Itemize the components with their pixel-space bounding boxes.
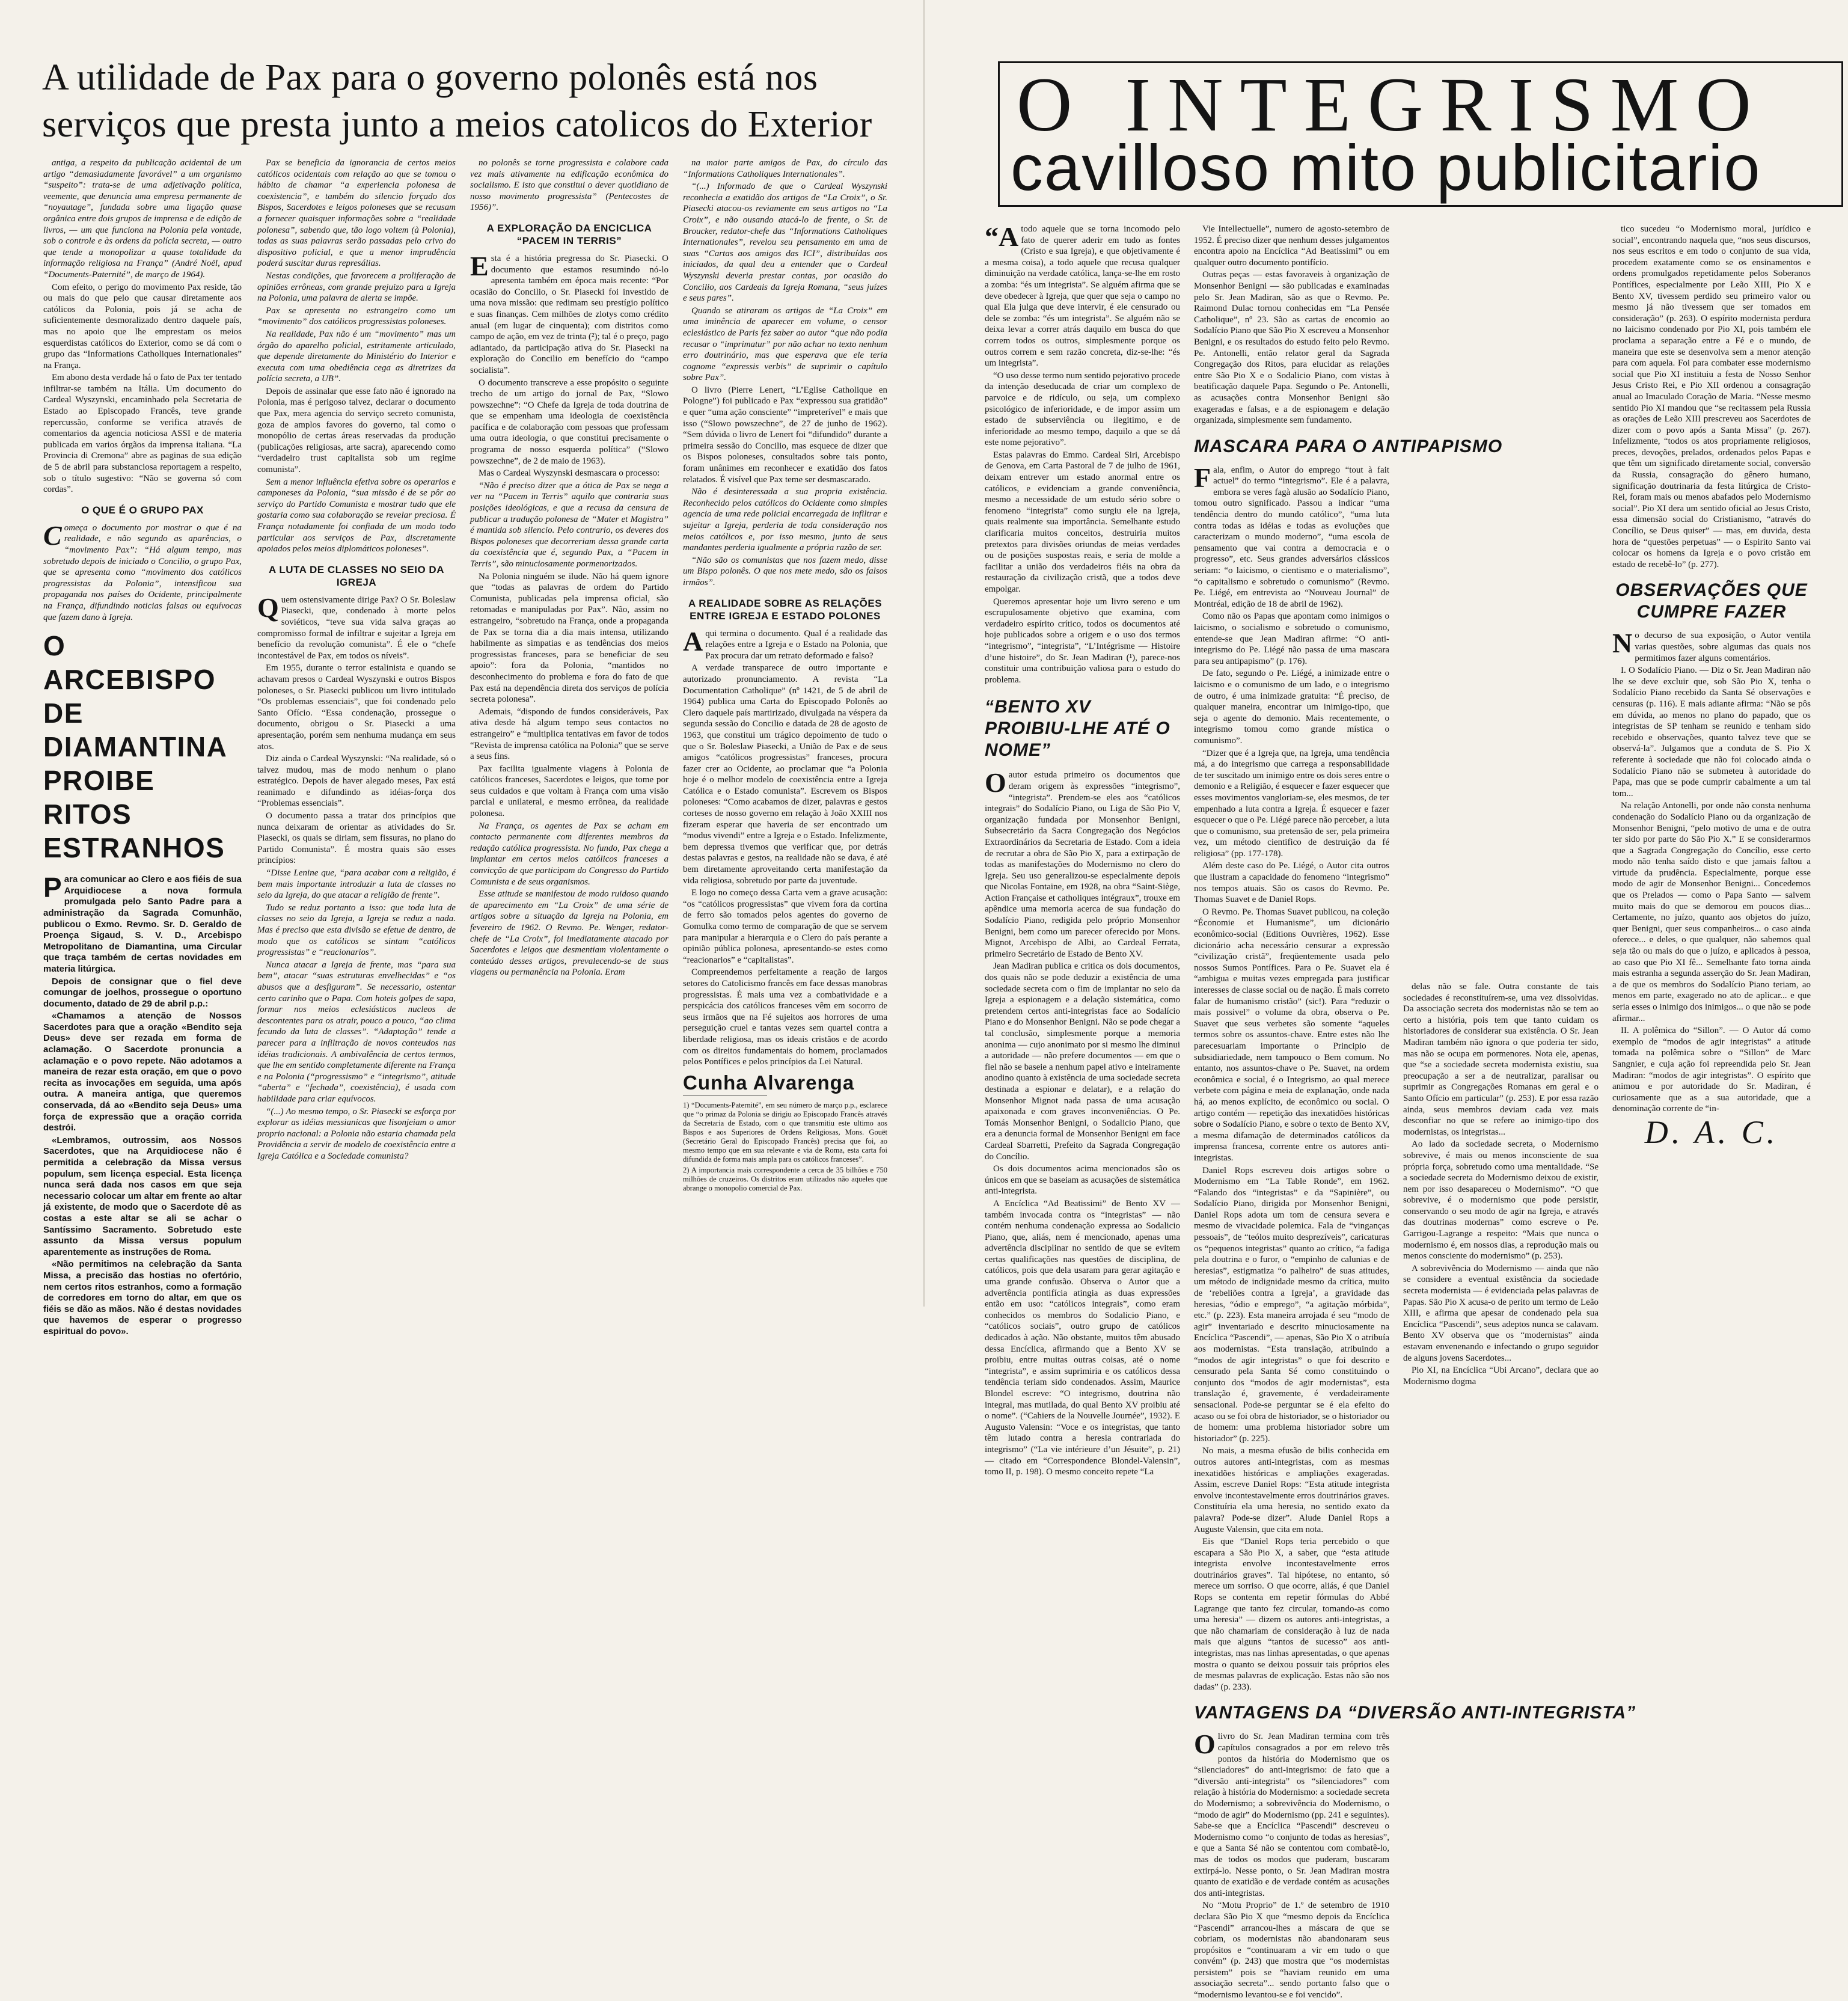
paragraph: Em 1955, durante o terror estalinista e quando se achavam presos o Cardeal Wyszynski e outros Bispos poloneses, o Sr. Piasecki publicou um livro intitulado “Os problemas essenciais”, que foi condenado pelo Santo Ofício. “Essa condenação, prossegue o documento, obrigou o Sr. Piasecki a uma apresentação, porém sem nenhuma mudança em seus atos. [257, 663, 456, 752]
paragraph: Na França, os agentes de Pax se acham em contacto permanente com diferentes membros da redação católica progressista. No fundo, Pax chega a implantar em certos meios católicos franceses a convicção de que participam do Congresso do Partido Comunista e de seus organismos. [470, 821, 669, 887]
archbishop-headline-line: PROIBE [43, 765, 155, 797]
author-signature: Cunha Alvarenga [683, 1071, 855, 1094]
paragraph: II. A polêmica do “Sillon”. — O Autor dá como exemplo de “modos de agir integristas” a atitude tomada na polêmica sobre o “Sillon” de Marc Sangnier, e cuja ação foi repreendida pelo Sr. Jean Madiran: “modos de agir integristas”. O espírito que animou e por autoridade do Sr. Madiran, é curiosamente que as a sua autoridade, que a denominação corrente de “in- [1612, 1026, 1811, 1114]
paragraph: A sobrevivência do Modernismo — ainda que não se considere a eventual existência da sociedade secreta modernista — é evidenciada pelas palavras de Papas. São Pio X acusa-o de perito um termo de Leão XIII, e afirma que apesar de condenado pela sua Encíclica “Pascendi”, seus adeptos nunca se calavam. Bento XV observa que os “modernistas” ainda estavam envenenando e infectando o grupo seguidor de alguns jovens Sacerdotes... [1403, 1263, 1599, 1363]
paragraph: “Atodo aquele que se torna incomodo pelo fato de querer aderir em tudo as fontes (Cristo e sua Igreja), e que objetivamente é a mesma coisa), a todo aquele que recusa qualquer diminuição na verdade católica, lança-se-lhe em rosto a zomba: “és um integrista”. Se alguém afirma que se deve obedecer à Igreja, que quer que seja o campo no qual Ela julga que deve intervir, é ele censurado ou dele se zomba: “és um integrista”. Se alguém não se deixa levar a correr atrás daquilo em busca do que correm todos os outros, simplesmente porque os outros correm e sem razão concreta, diz-se-lhe: “és um integrista”. [985, 221, 1180, 369]
right-column-4 [1612, 224, 1811, 1294]
paragraph: Na relação Antonelli, por onde não consta nenhuma condenação do Sodalício Piano ou da organização de Monsenhor Benigni, “pelo motivo de uma e de outra ter sido por parte do São Pio X.” E se considerarmos que a Sagrada Congregação do Concílio, esse certo modo não tenha saído disto e que jamais faltou a virtude da prudência. Especialmente, porque esse modo de agir de Monsenhor Benigni... Concedemos que os Prelados — como o Papa Santo — salvem muito mais do que se demorou em poucos dias... Certamente, no juízo, quanto aos objetos do juízo, quer Benigni, quer seus companheiros... o caso ainda oferece... e deles, o que qualquer, não sabemos qual seja tão ou mais do que o juízo, e aplicados à pessoa, ao caso que Pio XI fê... Semelhante fato torna ainda mais estranha a segunda asserção do Sr. Jean Madiran, a de que os membros do Sodalício Piano teriam, ao menos em parte, exagerado no ato de aplicar... e que seria esses o inimigo dos inimigos... o que não se pode afirmar... [1612, 801, 1811, 1023]
paragraph: Olivro do Sr. Jean Madiran termina com três capítulos consagrados a por em relevo três pontos da história do Modernismo que os “silenciadores” do anti-integrismo: de fato que a “diversão anti-integrista” os “silenciadores” com relação à história do Modernismo: a sociedade secreta do Modernismo; a sobrevivência do Modernismo, o “modo de agir” do Modernismo (pp. 241 e seguintes). Sabe-se que a Encíclica “Pascendi” descreveu o Modernismo como “o conjunto de todas as heresias”, e que a Santa Sé não se contentou com combatê-lo, mas de todos os modos que puderam, buscaram extirpá-lo. Nesse ponto, o Sr. Jean Madiran mostra quanto de exatidão e de verdade contém as acusações dos anti-integristas. [1194, 1729, 1389, 1898]
paragraph: Depois de consignar que o fiel deve comungar de joelhos, prossegue o oportuno documento, datado de 29 de abril p.p.: [43, 976, 242, 1009]
paragraph: Em abono desta verdade há o fato de Pax ter tentado infiltrar-se também na Itália. Um documento do Cardeal Wyszynski, encaminhado pela Secretaria de Estado ao Episcopado Francês, teve grande repercussão, conforme se verifica através de comentarios da agencia noticiosa ASSI e de materia publicada em varios órgãos da imprensa italiana. “La Provincia di Cremona” abre as paginas de sua edição de 5 de abril para substanciosa reportagem a respeito, sob o título sugestivo: “Não se governa só com cordas”. [43, 373, 242, 495]
masthead-box [998, 61, 1843, 207]
paragraph: Para comunicar ao Clero e aos fiéis de sua Arquidiocese a nova formula promulgada pelo Santo Padre para a administração da Sagrada Comunhão, publicou o Exmo. Revmo. Sr. D. Geraldo de Proença Sigaud, S. V. D., Arcebispo Metropolitano de Diamantina, uma Circular que traça também de certas novidades em materia litúrgica. [43, 872, 242, 974]
paragraph: Mas o Cardeal Wyszynski desmascara o processo: [479, 468, 660, 479]
paragraph: Esta é a história pregressa do Sr. Piasecki. O documento que estamos resumindo nó-lo apresenta também em época mais recente: “Por ocasião do Concilio, o Sr. Piasecki foi investido de uma nova missão: que redimam seu prestígio político e suas finanças. Cem milhões de zlotys como crédito anual (em lugar de cinquenta); com distritos como campo de ação, em vez de trinta (²); tal é o preço, pago adiantado, da participação ativa do Sr. Piasecki na exploração do Concilio em benefício do “campo socialista”. [470, 250, 669, 375]
paragraph: O Revmo. Pe. Thomas Suavet publicou, na coleção “Économie et Humanisme”, um dicionário econômico-social (Editions Ouvrières, 1962). Esse dicionário acha necessário censurar a expressão “civilização cristã”, freqüentemente usada pelo nossos Sumos Pontífices. Para o Pe. Suavet ela é “ambigua e muitas vezes empregada para justificar interesses de classe social ou de nação. É mais correto falar de humanismo cristão” (sic!). Para “reduzir o mais possivel” o volume da obra, observa o Pe. Suavet que seus verbetes são somente “aqueles termos sobre os assuntos-chave. Entre estes não lhe parecesuariam importante o Principio de subsidiariedade, nem tampouco o Bem comum. No entanto, nos assuntos-chave o Pe. Suavet, na ordem econômica e social, é o Integrismo, ao qual merece verbete com página e meia de explanação, onde nada há, ao menos explícito, de econômico ou social. O artigo contém — repetição das inexatidões históricas sobre o Sodalício Piano, e sobre o texto de Bento XV, a mesma difamação de determinados católicos da imprensa francesa, corrente entre os autores anti-integristas. [1194, 907, 1389, 1163]
pax-headline-line-1: A utilidade de Pax para o governo polonês está nos [42, 57, 818, 98]
paragraph: Nestas condições, que favorecem a proliferação de opiniões errôneas, com grande prejuizo para a Igreja na Polonia, uma palavra de alerta se impõe. [257, 271, 456, 304]
paragraph: No “Motu Proprio” de 1.º de setembro de 1910 declara São Pio X que “mesmo depois da Encíclica “Pascendi” arrancou-lhes a máscara de que se cobriam, os modernistas não abandonaram seus propósitos e “continuaram a vir em tudo o que convém” (p. 243) que mostra que “os modernistas persistem” pois se “haviam reunido em uma associação secreta”... sendo portanto falso que o “modernismo levantou-se e foi vencido”. [1194, 1901, 1389, 2000]
paragraph: Na Polonia ninguém se ilude. Não há quem ignore que “todas as palavras de ordem do Partido Comunista, publicadas pela imprensa oficial, são retomadas e manipuladas por Pax”. Não, assim no estrangeiro, “sobretudo na França, onde a propaganda de Pax se torna dia a dia mais intensa, utilizando habilmente as simpatias e as tendências dos meios progressistas franceses, para se beneficiar de seu apoio”: fora da Polonia, “mantidos no desconhecimento do problema e fora do fato de que Pax está na dependência direta dos serviços de polícia secreta polonesa”. [470, 571, 669, 705]
paragraph: “O uso desse termo num sentido pejorativo procede da intenção deseducada de criar um complexo de parvoice e de ridículo, ou seja, um complexo psicológico de inferioridade, e de impor assim um estado de subserviência ou ilegitimo, e de inferioridade ao mesmo tempo, daquilo a que se dá este nome pejorativo”. [985, 370, 1180, 448]
footnote: 1) “Documents-Paternité”, em seu número de março p.p., esclarece que “o primaz da Polonia se dirigiu ao Episcopado Francês através da Secretaria de Estado, com o que transmitiu este ultimo aos Bispos e aos Superiores de Ordens Religiosas, Mons. Gouët (Secretário Geral do Episcopado Francês) precisa que foi, ao mesmo tempo que em sua relevante e via de Roma, esta carta foi difundida de forma mais ampla para os católicos franceses”. [683, 1101, 887, 1164]
paragraph: No mais, a mesma efusão de bilis conhecida em outros autores anti-integristas, com as mesmas inexatidões históricas e ampliações exageradas. Assim, escreve Daniel Rops: “Esta atitude integrista envolve incontestavelmente erros doutrinários graves. Constituíria ela uma heresia, no sentido exato da palavra? Pode-se dizer”. Alude Daniel Rops a Auguste Valensin, que cita em nota. [1194, 1446, 1389, 1534]
paragraph: Outras peças — estas favoraveis à organização de Monsenhor Benigni — são publicadas e examinadas pelo Sr. Jean Madiran, são as que o Revmo. Pe. Raimond Dulac tornou conhecidas em “La Pensée Catholique”, nº 23. São as cartas de encomio ao Sodalício Piano que São Pio X escreveu a Monsenhor Benigni, e os resultados do estudo feito pelo Revmo. Pe. Antonelli, então relator geral da Sagrada Congregação dos Ritos, para elucidar as relações entre São Pio X e o Sodalicio Piano, com vistas à beatificação daquele Papa. Segundo o Pe. Antonelli, as acusações contra Monsenhor Benigni são exageradas e falsas, e a de espionagem e delação organizada, simplesmente sem fundamento. [1194, 270, 1389, 426]
paragraph: Daniel Rops escreveu dois artigos sobre o Modernismo em “La Table Ronde”, em 1962. “Falando dos “integristas” e da “Sapinière”, ou Sodalício Piano, dirigida por Monsenhor Benigni, Daniel Rops adota um tom de censura severa e mesmo de vivacidade polemica. Fala de “vinganças pessoais”, de “teólos muito desprezíveis”, caricaturas os “pequenos integristas” quanto ao crítico, “a fadiga pela doutrina e o furor, o “empinho de calunias e de heresias”, estigmatiza “o palheiro” de suas atitudes, um método de indignidade mesmo da crítica, muito de ‘rebeliões contra a Igreja’, a gravidade das heresias, “ódio e emprego”, “a agitação mórbida”, etc.” (p. 223). Esta maneira arrojada é seu “modo de agir” inventariado e descrito minuciosamente na Encíclica “Pascendi”, — apenas, São Pio X o atribuía aos modernistas. “Esta translação, atribuindo a “modos de agir integristas” o que foi descrito e censurado pela Santa Sé como constituindo o conjunto dos “modos de agir modernistas”, esta translação é, gravemente, é verdadeiramente sensacional. Pode-se perguntar se é ela efeito do acaso ou se foi obra de historiador, se o historiador ou de homem: uma problema historiador sobre um historiador” (p. 225). [1194, 1165, 1389, 1444]
author-initials: D. A. C. [1644, 1114, 1779, 1150]
paragraph: Queremos apresentar hoje um livro sereno e um escrupulosamente objetivo que examina, com verdadeiro espírito crítico, todos os documentos até hoje publicados sobre a origem e o uso dos termos “integrismo”, “integrista”, “L’Intégrisme — Histoire d’une histoire”, do Sr. Jean Madiran (¹), parece-nos constituir uma contribuição valiosa para o estudo do problema. [985, 596, 1180, 685]
paragraph: “Não é preciso dizer que a ótica de Pax se nega a ver na “Pacem in Terris” aquilo que contraria suas posições ideológicas, e que a recusa da censura de publicar a tradução polonesa de “Mater et Magistra” é mantida sob silencio. Pelo contrario, os deveres dos Bispos poloneses que decorreriam dessa grande carta da coexistência que é, segundo Pax, a “Pacem in Terris”, são minuciosamente pormenorizados. [470, 480, 669, 569]
paragraph: «Chamamos a atenção de Nossos Sacerdotes para que a oração «Bendito seja Deus» deve ser rezada em forma de aclamação. O Sacerdote pronuncia a aclamação e o povo repete. Não adotamos a maneira de rezar esta oração, em que o povo recita as invocações em seguida, uma após outra. A maneira antiga, que queremos conservada, dá ao «Bendito seja Deus» uma força de expressão que a oração corrida destrói. [43, 1011, 242, 1133]
paragraph: O documento passa a tratar dos princípios que nunca deixaram de orientar as atividades do Sr. Piasecki, os quais se diriam, sem fissuras, no plano do Partido Comunista”. É mostra quais são esses princípios: [257, 811, 456, 866]
subheading-bento-xv: “BENTO XV PROIBIU-LHE ATÉ O NOME” [985, 697, 1170, 761]
subheading-mascara-antipapismo: MASCARA PARA O ANTIPAPISMO [1194, 436, 1503, 456]
paragraph: Com efeito, o perigo do movimento Pax reside, tão ou mais do que pelo que causar diretamente aos católicos da Polonia, pois já se acha de suficientemente desmoralizado dentro daquele país, mas no apoio que lhe emprestam os meios esquerdistas católicos do Exterior, como se dá com o grupo das “Informations Catholiques Internationales” na França. [43, 282, 242, 370]
paragraph: “Dizer que é a Igreja que, na Igreja, uma tendência má, a do integrismo que carrega a responsabilidade de ter suscitado um inimigo entre os dois seres entre o demonio e a Religião, é esquecer e fazer esquecer que esses movimentos vangloriam-se, eles mesmos, de ter empenhado a luta contra a Igreja. É esquecer e fazer esquecer o que o Pe. Liégé parece não perceber, a luta que o comunismo, sua pretensão de ser, pela primeira vez, um método cientifico de destruição da fé religiosa” (pp. 177-178). [1194, 748, 1389, 859]
paragraph: Pax facilita igualmente viagens à Polonia de católicos franceses, Sacerdotes e leigos, que tome por seus cuidados e que voltam à França com uma visão parcial e unilateral, e mesmo errônea, da realidade polonesa. [470, 764, 669, 819]
masthead-subtitle: cavilloso mito publicitario [1011, 131, 1761, 204]
subheading-diversao-anti-integrista: VANTAGENS DA “DIVERSÃO ANTI-INTEGRISTA” [1194, 1703, 1636, 1723]
column-spacer [1403, 224, 1599, 981]
paragraph: no polonês se torne progressista e colabore cada vez mais ativamente na edificação econômica do socialismo. E isto que constitui o dever quotidiano de nosso movimento progressista” (Pentecostes de 1956)”. [470, 158, 669, 213]
paragraph: No decurso de sua exposição, o Autor ventila varias questões, sobre algumas das quais nos permitimos fazer alguns comentários. [1612, 628, 1811, 663]
paragraph: I. O Sodalício Piano. — Diz o Sr. Jean Madiran não lhe se deve excluir que, sob São Pio X, tenha o Sodalício Piano recebido da Santa Sé observações e censuras (p. 116). E mais adiante afirma: “Não se pôs em dúvida, ao menos no plano do papado, que os integristas de SP tenham se reunido e tenham sido recebido e observações, quanto talvez teve que se observá-la”. Julgamos que a conduta de S. Pio X referente à sociedade que não foi colocado ainda o Sodalício Piano não se submeteu à autoridade do Papa, mas que se pode cumprir cabalmente a um tal tom... [1612, 666, 1811, 798]
right-column-3 [1403, 224, 1599, 1387]
paragraph: Não é desinteressada a sua propria existência. Reconhecido pelos católicos do Ocidente como simples agencia de uma rede policial encarregada de infiltrar e sujeitar a Igreja, perderia de toda consideração nos meios católicos e, por isso mesmo, junto de seus mandantes perderia igualmente a própria razão de ser. [683, 487, 887, 553]
subheading-pacem-in-terris: A EXPLORAÇÃO DA ENCICLICA “PACEM IN TERRIS” [486, 222, 652, 247]
paragraph: O livro (Pierre Lenert, “L’Eglise Catholique en Pologne”) foi publicado e Pax “expressou sua gratidão” e quer “uma ação consciente” “impreterível” e mais que isso (“Slowo powszechne”, de 27 de junho de 1962). “Sem dúvida o livro de Lenert foi “difundido” durante a primeira sessão do Concilio, mas esquece de dizer que os Bispos poloneses, consultados sobre tais ponto, foram unânimes em reconhecer e exatidão dos fatos relatados. É visível que Pax teme ser desmascarado. [683, 385, 887, 485]
footnote-divider [683, 1095, 767, 1096]
paragraph: Vie Intellectuelle”, numero de agosto-setembro de 1952. É preciso dizer que nenhum desses julgamentos encontra apoio na Encíclica “Ad Beatissimi” ou em qualquer outro documento pontifício. [1194, 224, 1389, 268]
paragraph: antiga, a respeito da publicação acidental de um artigo “demasiadamente favorável” a um organismo “suspeito”: trata-se de uma adjetivação política, veemente, que denuncia uma empresa permanente de “noyautage”, fundada sobre uma ligação quase orgânica entre dois grupos de imprensa e de edição de livros, — um que funciona na Polonia pela vontade, sob o controle e às ordens da polícia secreta, — outro que tende a monopolizar a quase totalidade da informação religiosa na França” (André Noël, apud “Documents-Paternité”, de março de 1964). [43, 158, 242, 280]
left-column-1 [43, 158, 242, 1337]
footnotes [683, 1101, 887, 1193]
paragraph: «Lembramos, outrossim, aos Nossos Sacerdotes, que na Arquidiocese não é permitida a celebração da Missa versus populum, sem licença especial. Esta licença nunca será dada nos casos em que seja necessario colocar um altar em frente ao altar já existente, de modo que o Sacerdote dê as costas a este altar se ali se achar o Santíssimo Sacramento. Sobretudo este assunto da Missa versus populum aparentemente as instruções de Roma. [43, 1135, 242, 1257]
paragraph: Jean Madiran publica e critica os dois documentos, dos quais não se pode deduzir a existência de uma sociedade secreta com o fim de implantar no seio da Igreja a espionagem e a delação sistemática, como pretendem certos anti-integristas face ao Sodalício Piano e do Monsenhor Benigni. Não se pode chegar a tal conclusão, simplesmente porque a memoria anonima — cujo anonimato por si mesmo lhe diminui a autoridade — não prefere documentos — em que o fiel não se baseie a nenhum papel ativo e inteiramente anodino quanto à existência de uma sociedade secreta destinada a espionar e delatar), e a relação do Monsenhor Mignot nada passa de uma acusação apaixonada e com graves inconveniências. O Pe. Tomás Monsenhor Benigni, o Sodalicio Piano, que era a denuncia formal de Monsenhor Benigni em face Cardeal Sbarretti, Prefeito da Sagrada Congregação do Concílio. [985, 961, 1180, 1162]
pax-headline-line-2: serviços que presta junto a meios catolicos do Exterior [42, 104, 872, 145]
paragraph: “Disse Lenine que, “para acabar com a religião, é bem mais importante introduzir a luta de classes no seio da Igreja, do que atacar a religião de frente”. [257, 868, 456, 901]
left-column-4 [683, 158, 887, 1294]
footnote: 2) A importancia mais correspondente a cerca de 35 bilhões e 750 milhões de cruzeiros. Os distritos eram utilizados não aqueles que abrange o monopolio comercial de Pax. [683, 1166, 887, 1193]
paragraph: A Encíclica “Ad Beatissimi” de Bento XV — também invocada contra os “integristas” — não contém nenhuma condenação expressa ao Sodalicio Piano, que, aliás, nem é mencionado, apenas uma advertência disciplinar no sentido de que se evitem certas qualificações nas questões de disciplina, de católicos, pois que dela usaram para gerar agitação e uma grande confusão. Observa o Autor que a advertência pontifícia atingia as duas expressões então em uso: “católicos integrais”, como eram conhecidos os membros do Sodalicio Piano, e “católicos sociais”, outro grupo de católicos dedicados à ação. Não obstante, muitos têm abusado dessa Encíclica, afirmando que a Bento XV se proibiu, entre muitas outras coisas, até o nome “integrista”, e assim suprimiria e os católicos dessa tendência teriam sido condenados. Assim, Maurice Blondel escreve: “O integrismo, doutrina não integral, mas mutilada, do qual Bento XV proibiu até o nome”. (“Cahiers de la Nouvelle Journée”, 1932). E Augusto Valensin: “Voce e os integristas, que tanto têm lutado contra a heresia contrariada do integrismo” (“La vie intérieure d’un Jésuite”, p. 21) — citado em “Correspondence Blondel-Valensin”, tomo II, p. 198). O mesmo conceito repete “La [985, 1198, 1180, 1477]
paragraph: Quem ostensivamente dirige Pax? O Sr. Boleslaw Piasecki, que, condenado à morte pelos soviéticos, “teve sua vida salva graças ao compromisso formal de infiltrar e sujeitar a Igreja em benefício da revolução comunista”. É ele o “chefe incontestável de Pax, em todos os níveis”. [257, 592, 456, 661]
archbishop-headline-line: O ARCEBISPO DE [43, 630, 216, 729]
paragraph: “(...) Informado de que o Cardeal Wyszynski reconhecia a exatidão dos artigos de “La Croix”, o Sr. Piasecki atacou-os reviamente em seus artigos no “La Croix”, e não ousando atacá-lo de frente, o Sr. de Broucker, redator-chefe das “Informations Catholiques Internationales”, revelou seu pensamento em uma de suas “Cartas aos amigos das ICI”, distribuídas aos iniciados, da qual deu a entender que o Cardeal Wyszynski deveria prestar contas, por ocasião do Concilio, aos Cardeais da Igreja Romana, “seus juízes e seus pares”. [683, 182, 887, 304]
paragraph: “(...) Ao mesmo tempo, o Sr. Piasecki se esforça por explorar as idéias messianicas que lisonjeiam o amor proprio nacional: a Polonia não estaria chamada pela Providência a servir de modelo de coexistência entre a Igreja Católica e a Sociedade comunista? [257, 1106, 456, 1161]
paragraph: Os dois documentos acima mencionados são os únicos em que se baseiam as acusações de sistemática anti-integrista. [985, 1164, 1180, 1197]
paragraph: A verdade transparece de outro importante e autorizado pronunciamento. A revista “La Documentation Catholique” (nº 1421, de 5 de abril de 1964) publica uma Carta do Episcopado Polonês ao Clero daquele país martirizado, divulgada na véspera da segunda sessão do Concilio e datada de 28 de agosto de 1963, que constitui um trágico depoimento de tudo o que o Sr. Boleslaw Piasecki, a União de Pax e de seus amigos “católicos progressistas” franceses, procura fazer crer ao Ocidente, ao proclamar que “a Polonia hoje é o melhor modelo de coexistência entre a Igreja Católica e o Estado comunista”. Escrevem os Bispos poloneses: “Como acabamos de dizer, palavras e gestos corteses de nosso governo em relação à João XXIII nos fizeram esperar que haveria de ser encontrado um “modus vivendi” entre a Igreja e o Estado. Infelizmente, bem depressa tivemos que verificar que, por detrás destas palavras e gestos, na realidade não se dava, é até bem diretamente aproveitando certa manifestação da vida religiosa, sobretudo por parte da juventude. [683, 663, 887, 886]
paragraph: Fala, enfim, o Autor do emprego “tout à fait actuel” do termo “integrismo”. Ele é a palavra, embora se veres fagà alusão ao Sodalício Piano, tomou outro significado. Passou a indicar “uma tendência dentro do mundo católico”, “uma luta contra todas as idéias e todas as evoluções que caracterizam o mundo moderno”, “uma escola de pensamento que vai contra a democracia e o progresso”, etc. Seus grandes adversários clássicos seriam: “o laicismo, o cientismo e o materialismo”, “o capitalismo e sobretudo o comunismo” (Revmo. Pe. Liégé, em entrevista ao “Nouveau Journal” de Montréal, edição de 18 de abril de 1962). [1194, 462, 1389, 609]
subheading-relacoes-igreja-estado: A REALIDADE SOBRE AS RELAÇÕES ENTRE IGREJA E ESTADO POLONES [688, 597, 883, 622]
paragraph: “Não são os comunistas que nos fazem medo, disse um Bispo polonês. O que nos mete medo, são os falsos irmãos”. [683, 555, 887, 587]
right-page [923, 0, 1848, 2000]
subheading-grupo-pax: O QUE É O GRUPO PAX [81, 504, 204, 516]
paragraph: Estas palavras do Emmo. Cardeal Siri, Arcebispo de Genova, em Carta Pastoral de 7 de julho de 1961, deixam entrever um estado anormal entre os católicos, e evidenciam a grande conveniência, mesmo a necessidade de um estudo sério sobre o fenomeno “integrista” como surgiu ele na Igreja, quais realmente sua importância. Semelhante estudo clarificaria muitos conceitos, destruiria muitos pretextos para divisões oriundas de meias verdades ou de posições suspostas reais, e seria de molde a facilitar a união dos verdadeiros fiéis na obra da restauração da civilização cristã, que a todos deve empolgar. [985, 450, 1180, 594]
paragraph: Pax se beneficia da ignorancia de certos meios católicos ocidentais com relação ao que se tomou o hábito de chamar “a experiencia polonesa de coexistencia”, e também do silencio forçado dos Bispos, Sacerdotes e leigos poloneses que se recusam a fornecer quaisquer informações sobre a “realidade polonesa”, sabendo que, tão logo voltem (à Polonia), todas as suas palavras serão passadas pelo crivo do dispositivo policial, e que a menor imprudência poderá suscitar duras represálias. [257, 158, 456, 269]
paragraph: Sem a menor influência efetiva sobre os operarios e camponeses da Polonia, “sua missão é de se pôr ao serviço do Partido Comunista e mostrar tudo que ele gostaria como sua colaboração se revelar preciosa. É França notadamente foi confiada de um modo todo particular aos serviços de Pax, discretamente apoiados pelos meios diplomáticos poloneses”. [257, 477, 456, 554]
paragraph: delas não se fale. Outra constante de tais sociedades é reconstituírem-se, uma vez dissolvidas. Da associação secreta dos modernistas não se tem ao certo a história, pois tem que tanto cuidam os historiadores de considerar sua existência. O Sr. Jean Madiran também não ignora o que poderia ter sido, mas não se ocupa em pormenores. Nota ele, apenas, que “se a sociedade secreta modernista existiu, sua preocupação a ser a de neutralizar, paralisar ou suprimir as Congregações Romanas em geral e o Santo Ofício em particular” (p. 253). E por essa razão ainda, seus membros deviam cada vez mais desconfiar no que se refere ao inimigo-tipo dos modernistas, os integristas... [1403, 982, 1599, 1137]
paragraph: Quando se atiraram os artigos de “La Croix” em uma iminência de aparecer em volume, o censor eclesiástico de Paris fez saber ao autor “que não podia recusar o “imprimatur” por não achar no texto nenhum erro doutrinário, mas que esperava que ele teria cognome “expressis verbis” de suprimir o capítulo sobre Pax”. [683, 305, 887, 383]
paragraph: tico sucedeu “o Modernismo moral, jurídico e social”, encontrando naquela que, “nos seus discursos, nos seus escritos e em todo o conjunto de sua vida, procedem exatamente como se os ensinamentos e ordens promulgados repetidamente pelos Soberanos Pontífices, especialmente por Leão XIII, Pio X e Bento XV, tivessem perdido seu primeiro valor ou mesmo já não tivessem que ser tomados em consideração” (p. 263). O espírito modernista perdura no laicismo condenado por Pio XI, pois também ele proclama a separação entre a Fé e o mundo, de maneira que este se desenvolva sem a menor atenção para com aquela. Foi para combater esse modernismo social que Pio XI instituiu a festa de Nosso Senhor Jesus Cristo Rei, e Pio XII ordenou a consagração anual ao Imaculado Coração de Maria. “Nesse mesmo sentido Pio XI mandou que “se recitassem pela Russia as orações de Leão XIII prescreveu aos Sacerdotes de dizer com o povo após a Santa Missa” (p. 267). Infelizmente, “todos os atos propriamente religiosos, preces, devoções, prelados, ordenados pelos Papas e que têm um significado diretamente social, conversão da Russia, consagração do gênero humano, significação doutrinaria da festa litúrgica de Cristo-Rei, foram mais ou menos abafados pelo Modernismo social”. Pio XI dera um sentido oficial ao Jesus Cristo, essa dimensão social do Cristianismo, “através do Concílio, se Deus quiser” — mas, em duvida, desta hora de “questões perpetuas” — o Espirito Santo vai colocar os homens da Igreja e o povo cristão em estado de recebê-lo” (p. 277). [1612, 224, 1811, 569]
paragraph: De fato, segundo o Pe. Liégé, a inimizade entre o laicismo e o comunismo de um lado, e o integrismo de outro, é uma inimizade gratuita: “É preciso, de qualquer maneira, encontrar um inimigo-tipo, que seja o agente do demonio. Mais recentemente, o integrismo tomou como grande mística o comunismo”. [1194, 669, 1389, 746]
right-column-1 [985, 221, 1180, 1477]
paragraph: Compreendemos perfeitamente a reação de largos setores do Catolicismo francês em face dessas manobras progressistas. É mais uma vez a combatividade e a perspicácia dos católicos franceses vêm em socorro de seus irmãos que na Fé sujeitos aos horrores de uma perseguição cruel e tantas vezes sem quartel contra a liberdade religiosa, mas os ideais cristãos e de acordo com os direitos fundamentais do homem, proclamados pelos Pontífices e pelos princípios da Lei Natural. [683, 967, 887, 1067]
archbishop-headline-line: RITOS ESTRANHOS [43, 798, 225, 864]
paragraph: O documento transcreve a esse propósito o seguinte trecho de um artigo do jornal de Pax, “Slowo powszechne”: “O Chefe da Igreja de toda doutrina de que se empenham uma ideologia de coexistência pacífica e de colaboração com pessoas que professam uma outra ideologia, o que constitui precisamente o programa de nosso esquerda política” (“Slowo powszechne”, de 2 de maio de 1963). [470, 378, 669, 466]
left-column-3 [470, 158, 669, 1294]
paragraph: Oautor estuda primeiro os documentos que deram origem às expressões “integrismo”, “integrista”. Prendem-se eles aos “católicos integrais” do Sodalício Piano, ou Liga de São Pio V, organização fundada por Monsenhor Benigni, Subsecretário da Sacra Congregação dos Negócios Extraordinários da Secretaria de Estado. Com a ideia de recrutar a obra de São Pio X, para a extirpação de todas as manifestações do Modernismo no clero do Igreja. Seu uso generalizou-se especialmente depois que Nicolas Fontaine, em 1928, na obra “Saint-Siège, Action Française et catholiques intégraux”, trouxe em apêndice uma memoria acerca de sua fundação do Sodalício Piano, redigida pelo próprio Monsenhor Benigni, bem como um parecer oferecido por Mons. Mignot, Arcebispo de Albi, ao Cardeal Ferrata, primeiro Secretário de Estado de Bento XV. [985, 767, 1180, 959]
paragraph: Aqui termina o documento. Qual é a realidade das relações entre a Igreja e o Estado na Polonia, que Pax procura dar um retrato deformado e falso? [683, 625, 887, 661]
paragraph: Na realidade, Pax não é um “movimento” mas um órgão do aparelho policial, estritamente articulado, que depende diretamente do Ministério do Interior e executa com uma obediência cega as diretrizes da polícia secreta, a UB”. [257, 329, 456, 384]
masthead-title: O INTEGRISMO [1017, 62, 1768, 147]
paragraph: Nunca atacar a Igreja de frente, mas “para sua bem”, atacar “suas estruturas envelhecidas” e “os abusos que a desfiguram”. Se necessario, ostentar certo carinho que o Papa. Com hoteis golpes de sapa, formar nos meios eclesiásticos nucleos de descontentes para os atrair, pouco a pouco, “ao clima fecundo da luta de classes”. “Adaptação” tende a parecer para a infiltração de novos conteudos nas idéias tradicionais. A ambivalência de certos termos, que lhe em sentido completamente diferente na França e na Polonia (“progressismo” e “integrismo”, atitude “aberta” e “fechada”, coexistência), é usada com habilidade para criar equívocos. [257, 960, 456, 1104]
archbishop-headline-line: DIAMANTINA [43, 731, 228, 763]
subheading-luta-de-classes: A LUTA DE CLASSES NO SEIO DA IGREJA [268, 563, 444, 588]
paragraph: «Não permitimos na celebração da Santa Missa, a precisão das hostias no ofertório, nem certos ritos estranhos, como a formação de corredores em torno do altar, em que os fiéis se dão as mãos. Não é destas novidades que havemos de esperar o progresso espiritual do povo». [43, 1259, 242, 1337]
paragraph: Começa o documento por mostrar o que é na realidade, e não segundo as aparências, o “movimento Pax”: “Há algum tempo, mas sobretudo depois de iniciado o Concilio, o grupo Pax, que se apresenta como “movimento dos católicos progressistas da Polonia”, intensificou sua propaganda nos países do Ocidente, principalmente na França, difundindo noticias falsas ou equívocas que fazem dano à Igreja. [43, 519, 242, 622]
paragraph: Diz ainda o Cardeal Wyszynski: “Na realidade, só o talvez mudou, mas de modo nenhum o plano estratégico. Depois de haver alegado meses, Pax está reanimado e difundindo as idéias-força dos “Problemas essenciais”. [257, 754, 456, 809]
pax-headline [42, 54, 896, 148]
subheading-observacoes: OBSERVAÇÕES QUE CUMPRE FAZER [1615, 580, 1808, 622]
left-column-2 [257, 158, 456, 1294]
paragraph: Ao lado da sociedade secreta, o Modernismo sobrevive, é mais ou menos inconsciente de sua própria força, sobretudo como uma mentalidade. “Se a sociedade secreta do Modernismo deixou de existir, nem por isso desapareceu o Modernismo”. “O que sobrevive, é o modernismo que pode persistir, conservando o seu modo de agir na Igreja, e através das doutrinas modernas” como escreve o Pe. Garrigou-Lagrange a respeito: “Mais que nunca o modernismo é, em nossos dias, a reprodução mais ou menos consciente do modernismo” (p. 253). [1403, 1139, 1599, 1261]
paragraph: Eis que “Daniel Rops teria percebido o que escapara a São Pio X, a saber, que “esta atitude integrista envolve incontestavelmente erros doutrinários graves”. Tal hipótese, no entanto, só merece um sorriso. O que ocorre, aliás, é que Daniel Rops se contenta em repetir fórmulas do Abbé Lagrange que tanto fez circular, tomando-as como uma heresia” — dizem os autores anti-integristas, a que não chamariam de consideração à luz de nada mais que alguns “tantos de sucesso” aos anti-integristas, mas nas linhas apresentadas, o que apenas mostra o quanto se deixou possuir tais próprios eles de mesmas palavras de explicação. Estas não são nos dadas” (p. 233). [1194, 1537, 1389, 1692]
archbishop-headline [43, 629, 242, 865]
paragraph: Depois de assinalar que esse fato não é ignorado na Polonia, mas é perigoso talvez, declarar o documento que Pax, mera agencia do serviço secreto comunista, goza de amplos favores do governo, tal como o monopólio de certas áreas reservadas da produção (publicações religiosas, arte sacra), aparecendo como “verdadeiro trust capitalista sob um regime comunista”. [257, 386, 456, 475]
paragraph: Ademais, “dispondo de fundos consideráveis, Pax ativa desde há algum tempo seus contactos no estrangeiro” e “multiplica tentativas em favor de todos “Revista de imprensa católica na Polonia” que se serve a seus fins. [470, 706, 669, 762]
paragraph: Pio XI, na Encíclica “Ubi Arcano”, declara que ao Modernismo dogma [1403, 1365, 1599, 1387]
left-page [0, 0, 923, 1337]
paragraph: Como não os Papas que apontam como inimigos o laicismo, o socialismo e sobretudo o comunismo, entende-se que Jean Madiran afirme: “O anti-integrismo do Pe. Liégé não passa de uma mascara para seu antipapismo” (p. 176). [1194, 611, 1389, 666]
paragraph: Pax se apresenta no estrangeiro como um “movimento” dos católicos progressistas poloneses. [257, 305, 456, 327]
paragraph: na maior parte amigos de Pax, do círculo das “Informations Catholiques Internationales”. [683, 158, 887, 179]
paragraph: Além deste caso do Pe. Liégé, o Autor cita outros que ilustram a capacidade do fenomeno “integrismo” nos tempos atuais. São os casos do Revmo. Pe. Thomas Suavet e de Daniel Rops. [1194, 861, 1389, 905]
paragraph: Esse atitude se manifestou de modo ruidoso quando de aparecimento em “La Croix” de uma série de artigos sobre a situação da Igreja na Polonia, em fevereiro de 1962. O Revmo. Pe. Wenger, redator-chefe de “La Croix”, foi imediatamente atacado por Sacerdotes e leigos que desmentiam violentamente o conteúdo desses artigos, prevalecendo-se de suas viagens ou permanência na Polonia. Eram [470, 889, 669, 978]
paragraph: E logo no começo dessa Carta vem a grave acusação: “os “católicos progressistas” que vivem fora da cortina de ferro são tomados pelos agentes do governo de Gomulka como termo de comparação de que se servem para manipular a hierarquia e o Clero do país perante a opinião pública polonesa, apresentando-se estes como “reacionarios” e “capitalistas”. [683, 888, 887, 965]
paragraph: Tudo se reduz portanto a isso: que toda luta de classes no seio da Igreja, a Igreja se reduz a nada. Mas é preciso que esta divisão se efetue de dentro, de modo que os católicos se sintam “católicos progressistas” e “reacionarios”. [257, 902, 456, 958]
